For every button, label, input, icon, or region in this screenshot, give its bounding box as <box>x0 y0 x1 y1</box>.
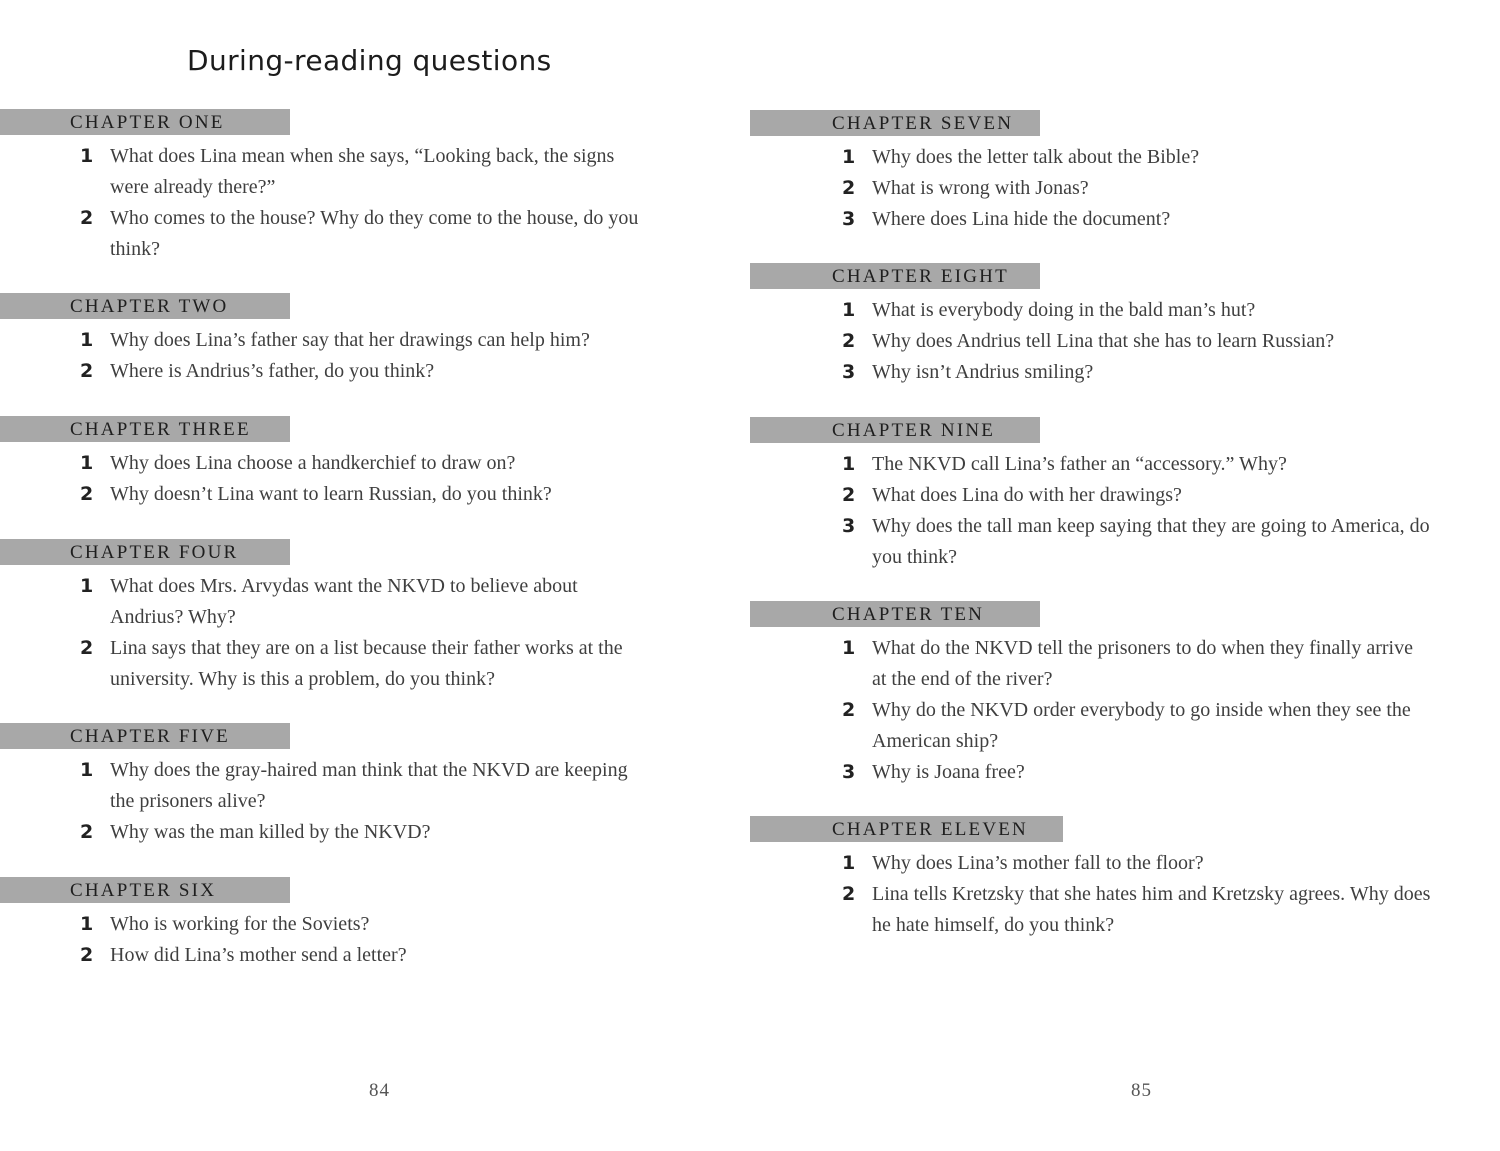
question-number: 2 <box>842 699 856 721</box>
question-item <box>842 757 1432 788</box>
question-item <box>842 449 1432 480</box>
question-text: Why is Joana free? <box>872 761 1025 783</box>
chapter-section-seven <box>750 110 1432 235</box>
question-text: Lina tells Kretzsky that she hates him and Kretzsky agrees. Why does he hate himself, do you think? <box>872 883 1431 936</box>
question-text: Why does Lina’s father say that her drawings can help him? <box>110 329 590 351</box>
question-item <box>80 325 650 356</box>
chapter-section-eight <box>750 263 1432 388</box>
question-text: What do the NKVD tell the prisoners to do when they finally arrive at the end of the river? <box>872 637 1413 690</box>
question-item <box>80 633 650 695</box>
question-item <box>80 141 650 203</box>
question-number: 3 <box>842 761 856 783</box>
question-text: Why does the tall man keep saying that they are going to America, do you think? <box>872 515 1430 568</box>
question-number: 2 <box>842 883 856 905</box>
chapter-heading: CHAPTER ELEVEN <box>750 816 1063 842</box>
question-text: Who is working for the Soviets? <box>110 913 370 935</box>
question-number: 2 <box>80 944 94 966</box>
question-text: Why does the gray-haired man think that the NKVD are keeping the prisoners alive? <box>110 759 628 812</box>
chapter-section-one <box>0 109 650 265</box>
question-text: Why do the NKVD order everybody to go inside when they see the American ship? <box>872 699 1411 752</box>
chapter-section-ten <box>750 601 1432 788</box>
question-number: 2 <box>842 177 856 199</box>
question-number: 1 <box>80 452 94 474</box>
question-number: 1 <box>80 329 94 351</box>
chapter-section-six <box>0 877 650 971</box>
question-text: Why does Lina’s mother fall to the floor? <box>872 852 1204 874</box>
chapter-heading: CHAPTER SEVEN <box>750 110 1040 136</box>
question-number: 1 <box>80 145 94 167</box>
question-item <box>80 817 650 848</box>
question-text: Who comes to the house? Why do they come to the house, do you think? <box>110 207 639 260</box>
chapter-heading: CHAPTER SIX <box>0 877 290 903</box>
question-item <box>80 479 650 510</box>
page-number-left: 84 <box>369 1080 390 1101</box>
question-number: 1 <box>80 913 94 935</box>
chapter-heading: CHAPTER FOUR <box>0 539 290 565</box>
question-item <box>842 848 1432 879</box>
question-text: How did Lina’s mother send a letter? <box>110 944 407 966</box>
question-item <box>80 909 650 940</box>
question-number: 2 <box>80 207 94 229</box>
question-item <box>842 173 1432 204</box>
chapter-section-three <box>0 416 650 510</box>
question-item <box>80 356 650 387</box>
question-item <box>842 511 1432 573</box>
question-number: 3 <box>842 515 856 537</box>
question-number: 2 <box>842 330 856 352</box>
question-item <box>842 879 1432 941</box>
question-text: What is wrong with Jonas? <box>872 177 1089 199</box>
question-item <box>842 357 1432 388</box>
question-text: Where does Lina hide the document? <box>872 208 1171 230</box>
question-text: Lina says that they are on a list because their father works at the university. Why is this a problem, do you think? <box>110 637 623 690</box>
question-text: What does Lina mean when she says, “Looking back, the signs were already there?” <box>110 145 615 198</box>
question-text: The NKVD call Lina’s father an “accessory.” Why? <box>872 453 1287 475</box>
chapter-heading: CHAPTER TWO <box>0 293 290 319</box>
question-number: 1 <box>80 759 94 781</box>
question-number: 1 <box>80 575 94 597</box>
question-item <box>80 448 650 479</box>
question-item <box>80 571 650 633</box>
question-text: Why does Lina choose a handkerchief to draw on? <box>110 452 516 474</box>
question-item <box>842 695 1432 757</box>
question-item <box>842 633 1432 695</box>
question-number: 2 <box>80 360 94 382</box>
question-number: 2 <box>80 821 94 843</box>
chapter-heading: CHAPTER EIGHT <box>750 263 1040 289</box>
question-number: 1 <box>842 852 856 874</box>
page-number-right: 85 <box>1131 1080 1152 1101</box>
question-text: What does Mrs. Arvydas want the NKVD to believe about Andrius? Why? <box>110 575 578 628</box>
question-number: 2 <box>842 484 856 506</box>
question-number: 2 <box>80 637 94 659</box>
question-text: Why isn’t Andrius smiling? <box>872 361 1094 383</box>
chapter-section-four <box>0 539 650 695</box>
chapter-section-five <box>0 723 650 848</box>
question-item <box>80 203 650 265</box>
page-title: During-reading questions <box>187 44 552 77</box>
question-number: 1 <box>842 146 856 168</box>
question-number: 1 <box>842 453 856 475</box>
question-text: Why does Andrius tell Lina that she has to learn Russian? <box>872 330 1335 352</box>
question-item <box>842 326 1432 357</box>
chapter-section-two <box>0 293 650 387</box>
question-text: What does Lina do with her drawings? <box>872 484 1182 506</box>
question-text: Why does the letter talk about the Bible? <box>872 146 1200 168</box>
question-item <box>842 480 1432 511</box>
question-item <box>80 940 650 971</box>
question-number: 2 <box>80 483 94 505</box>
question-item <box>842 142 1432 173</box>
chapter-heading: CHAPTER TEN <box>750 601 1040 627</box>
question-text: What is everybody doing in the bald man’s hut? <box>872 299 1256 321</box>
chapter-heading: CHAPTER NINE <box>750 417 1040 443</box>
question-number: 1 <box>842 637 856 659</box>
question-text: Why doesn’t Lina want to learn Russian, do you think? <box>110 483 552 505</box>
chapter-heading: CHAPTER THREE <box>0 416 290 442</box>
question-number: 1 <box>842 299 856 321</box>
question-item <box>842 204 1432 235</box>
question-number: 3 <box>842 208 856 230</box>
question-item <box>842 295 1432 326</box>
question-text: Why was the man killed by the NKVD? <box>110 821 431 843</box>
question-item <box>80 755 650 817</box>
question-number: 3 <box>842 361 856 383</box>
question-text: Where is Andrius’s father, do you think? <box>110 360 435 382</box>
chapter-heading: CHAPTER ONE <box>0 109 290 135</box>
chapter-section-nine <box>750 417 1432 573</box>
chapter-section-eleven <box>750 816 1432 941</box>
chapter-heading: CHAPTER FIVE <box>0 723 290 749</box>
